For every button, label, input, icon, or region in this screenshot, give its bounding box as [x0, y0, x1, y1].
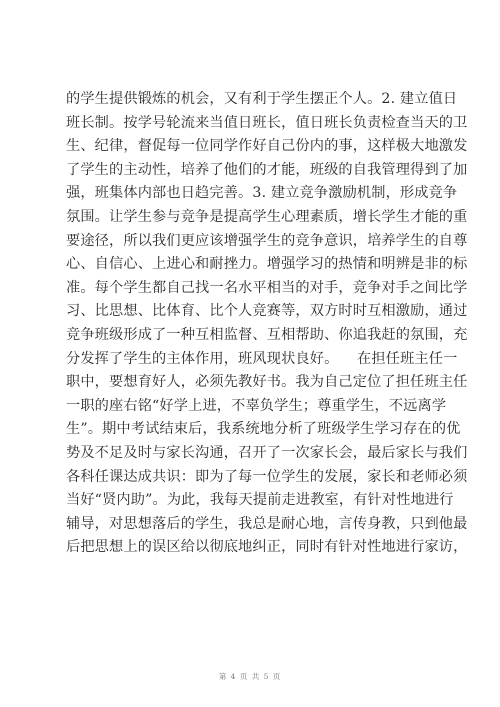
- text-line: 生、纪律，督促每一位同学作好自己份内的事，这样极大地激发: [66, 138, 468, 155]
- text-line: 班长制。按学号轮流来当值日班长，值日班长负责检查当天的卫: [66, 114, 468, 131]
- text-line: 一职的座右铭“好学上进，不辜负学生；尊重学生，不远离学: [66, 397, 447, 414]
- body-text: [66, 88, 468, 560]
- text-line: 竞争班级形成了一种互相监督、互相帮助、你追我赶的氛围，充: [66, 326, 468, 343]
- text-line: 了学生的主动性，培养了他们的才能，班级的自我管理得到了加: [66, 161, 468, 178]
- text-line: 强，班集体内部也日趋完善。3. 建立竞争激励机制，形成竞争: [66, 185, 458, 202]
- text-line: 分发挥了学生的主体作用，班风现状良好。 在担任班主任一: [66, 350, 458, 367]
- text-line: 职中，要想育好人，必须先教好书。我为自己定位了担任班主任: [66, 374, 468, 391]
- text-line: 辅导，对思想落后的学生，我总是耐心地，言传身教，只到他最: [66, 515, 468, 532]
- text-line: 当好“贤内助”。为此，我每天提前走进教室，有针对性地进行: [66, 492, 454, 509]
- text-line: 习、比思想、比体育、比个人竞赛等，双方时时互相激励，通过: [66, 303, 468, 320]
- text-line: 后把思想上的误区给以彻底地纠正，同时有针对性地进行家访，: [66, 539, 468, 556]
- page-number-footer: 第 4 页 共 5 页: [218, 672, 282, 681]
- text-line: 准。每个学生都自己找一名水平相当的对手，竞争对手之间比学: [66, 279, 468, 296]
- text-line: 要途径，所以我们更应该增强学生的竞争意识，培养学生的自尊: [66, 232, 468, 249]
- text-line: 的学生提供锻炼的机会，又有利于学生摆正个人。2. 建立值日: [66, 91, 458, 107]
- text-line: 氛围。让学生参与竞争是提高学生心理素质，增长学生才能的重: [66, 208, 468, 225]
- text-line: 各科任课达成共识：即为了每一位学生的发展，家长和老师必须: [66, 468, 468, 485]
- text-line: 生”。期中考试结束后，我系统地分析了班级学生学习存在的优: [66, 421, 461, 438]
- text-line: 心、自信心、上进心和耐挫力。增强学习的热情和明辨是非的标: [66, 256, 468, 273]
- text-line: 势及不足及时与家长沟通，召开了一次家长会，最后家长与我们: [66, 444, 468, 461]
